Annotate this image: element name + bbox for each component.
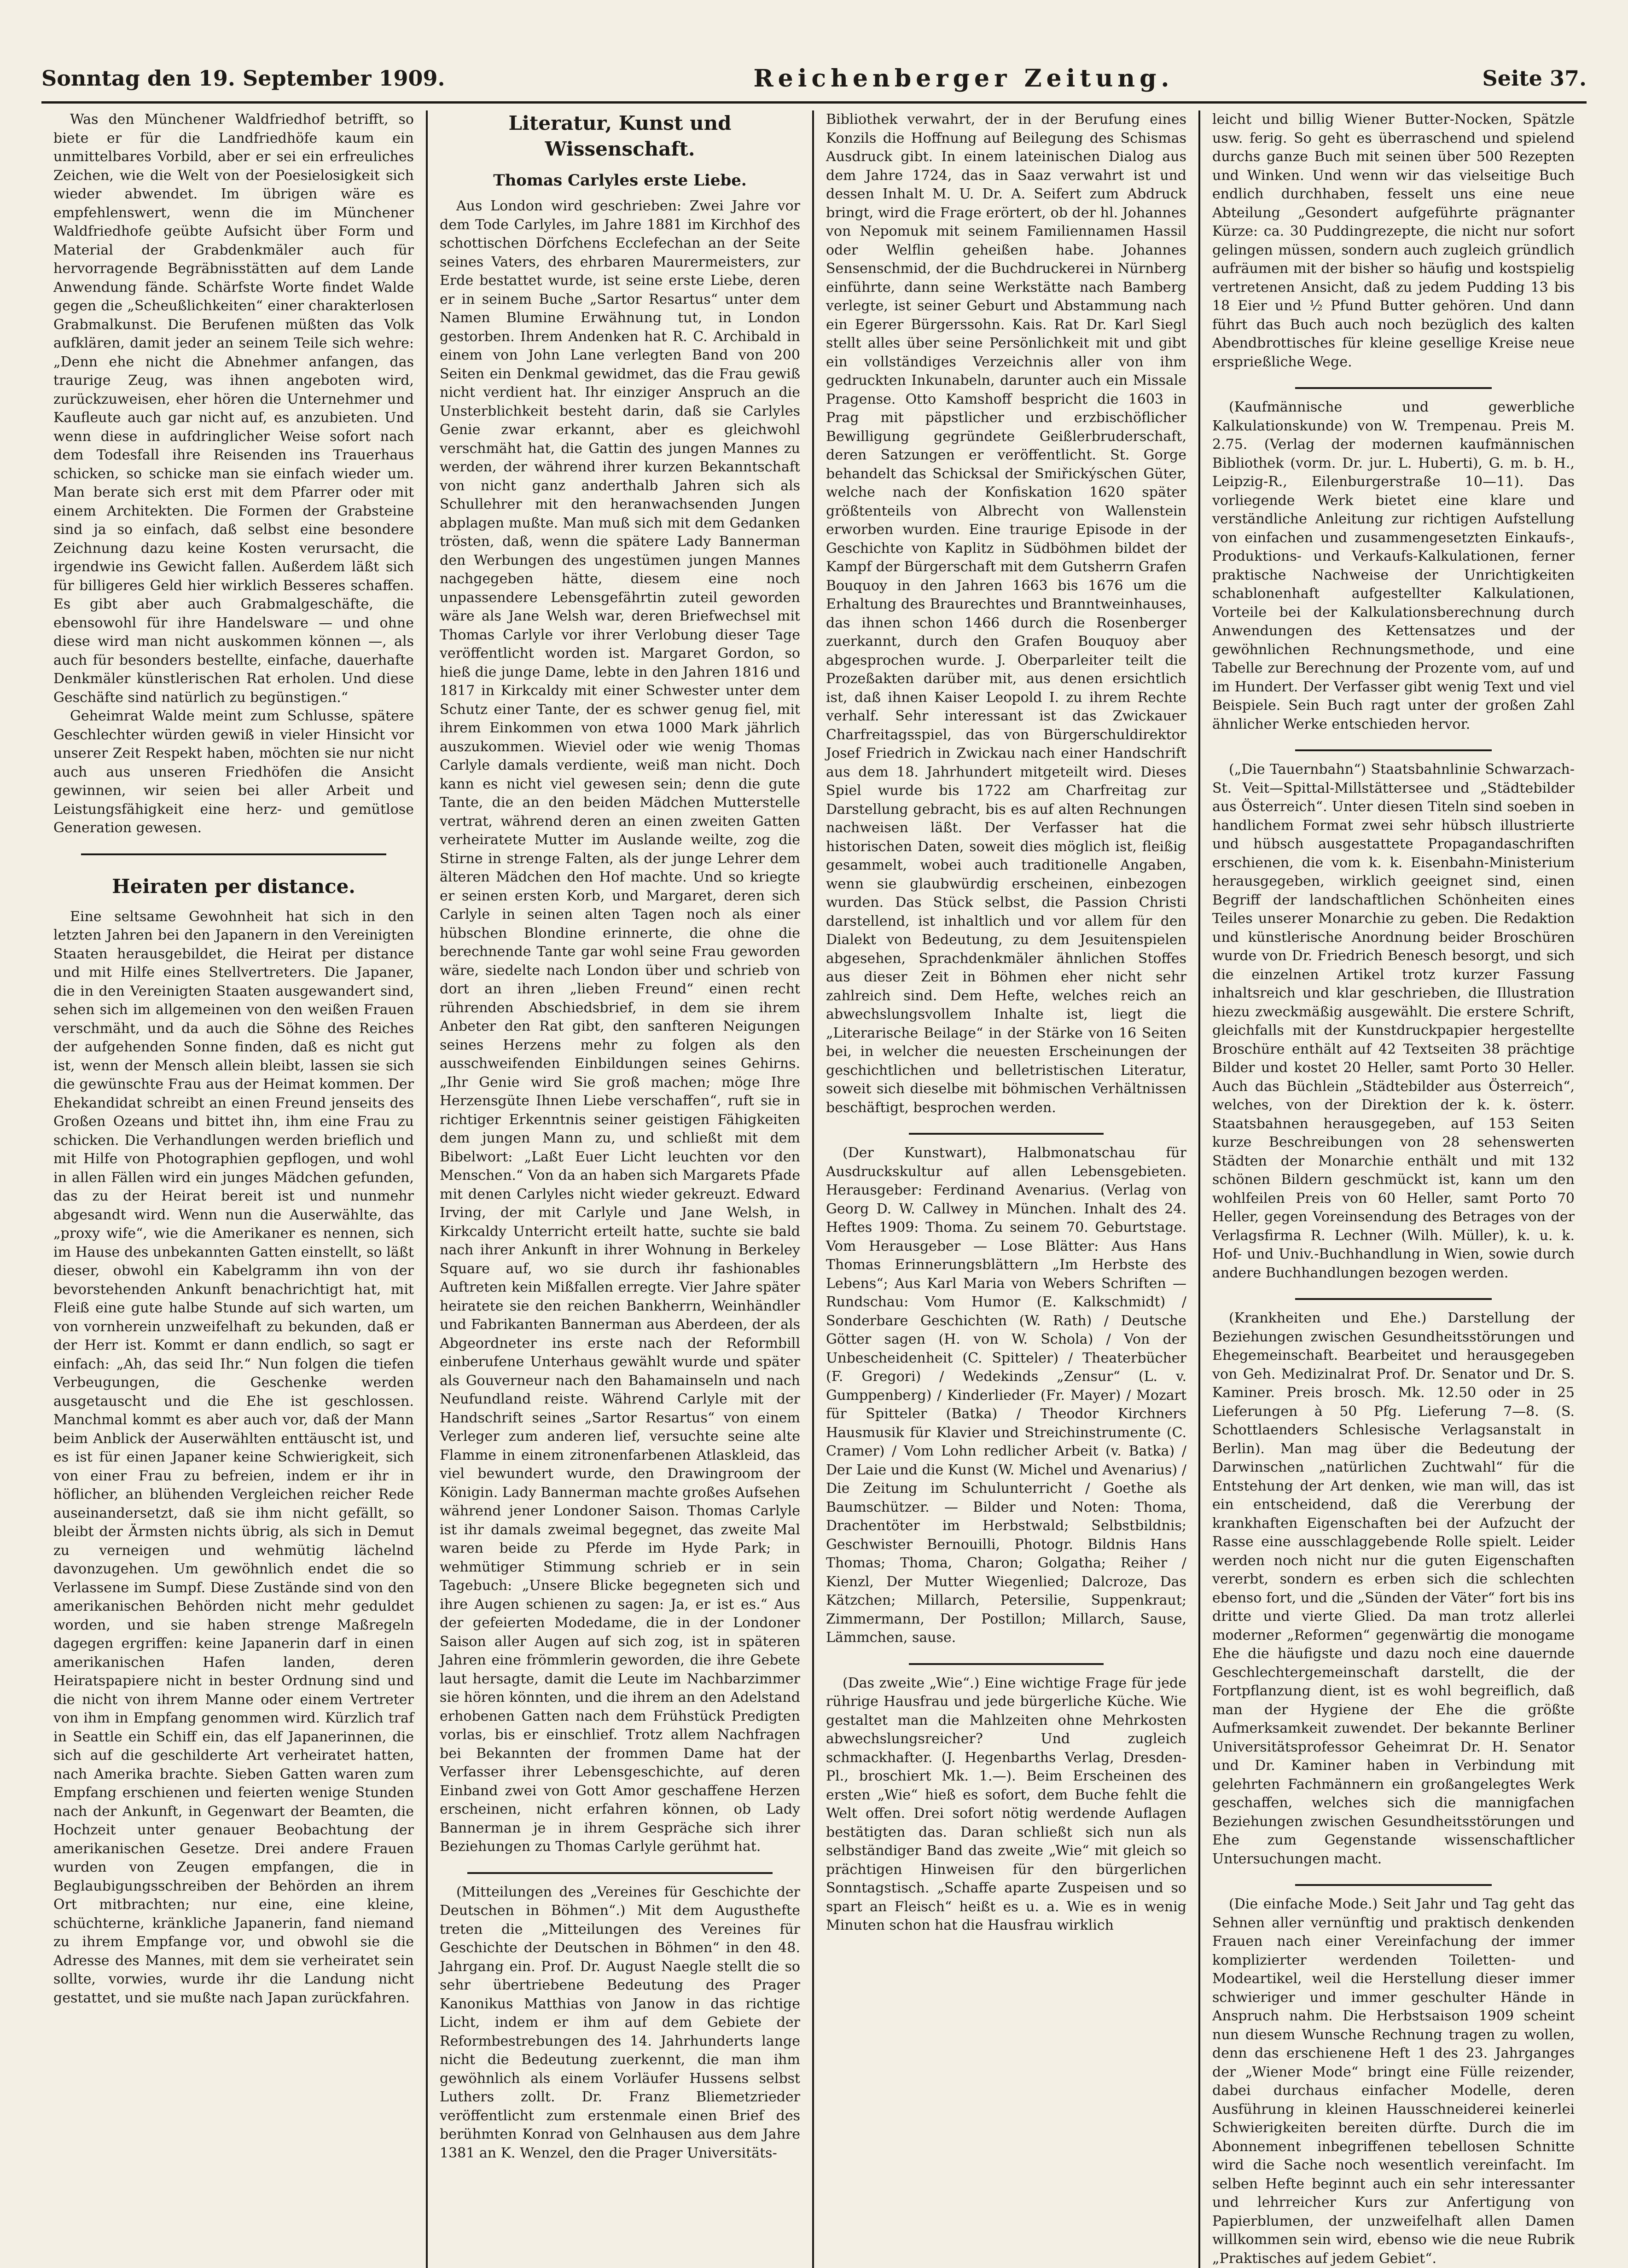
section-heading-literatur: Literatur, Kunst und Wissenschaft. bbox=[508, 112, 732, 160]
article-heading-heiraten: Heiraten per distance. bbox=[112, 875, 355, 898]
column-2 bbox=[428, 110, 814, 2268]
article-heading-carlyle: Thomas Carlyles erste Liebe. bbox=[493, 171, 747, 190]
article-mitteilungen-continued: Bibliothek verwahrt, der in der Berufung eines Konzils die Hoffnung auf Beilegung des Schismas Ausdruck gibt. In einem lateinischen Dialog aus dem Jahre 1724, das in Saaz verwahrt ist und dessen Inhalt M. U. Dr. A. Seifert zum Abdruck bringt, wird die Frage erörtert, ob der hl. Johannes von Nepomuk mit seinem Familiennamen Hassil oder Welflin geheißen habe. Johannes Sensenschmid, der die Buchdruckerei in Nürnberg einführte, dann seine Werkstätte nach Bamberg verlegte, ist seiner Geburt und Abstammung nach ein Egerer Bürgerssohn. Kais. Rat Dr. Karl Siegl stellt alles über seine Persönlichkeit mit und gibt ein vollständiges Verzeichnis aller von ihm gedruckten Inkunabeln, darunter auch ein Missale Pragense. Otto Kamshoff bespricht die 1603 in Prag mit päpstlicher und erzbischöflicher Bewilligung gegründete Geißlerbruderschaft, deren Satzungen er veröffentlicht. St. Gorge behandelt das Schicksal der Smiřickýschen Güter, welche nach der Konfiskation 1620 später größtenteils von Albrecht von Wallenstein erworben wurden. Eine traurige Episode in der Geschichte von Kaplitz in Südböhmen bildet der Kampf der Bürgerschaft mit dem Gutsherrn Grafen Bouquoy in den Jahren 1663 bis 1676 um die Erhaltung des Braurechtes und Branntweinhauses, das ihnen schon 1466 durch die Rosenberger zuerkannt, durch den Grafen Bouquoy aber abgesprochen wurde. J. Oberparleiter teilt die Prozeßakten darüber mit, aus denen ersichtlich ist, daß ihnen Kaiser Leopold I. zu ihrem Rechte verhalf. Sehr interessant ist das Zwickauer Charfreitagsspiel, das von Bürgerschuldirektor Josef Friedrich in Zwickau nach einer Handschrift aus dem 18. Jahrhundert mitgeteilt wird. Dieses Spiel wurde bis 1722 am Charfreitag zur Darstellung gebracht, bis es auf alten Rechnungen nachweisen läßt. Der Verfasser hat die historischen Daten, soweit dies möglich ist, fleißig gesammelt, wobei auch traditionelle Angaben, wenn sie glaubwürdig erscheinen, einbezogen wurden. Das Stück selbst, die Passion Christi darstellend, ist inhaltlich und vor allem für den Dialekt von Bedeutung, zu dem Jesuitenspielen abgesehen, Sprachdenkmäler ähnlichen Stoffes aus dieser Zeit in Böhmen eher nicht sehr zahlreich sind. Dem Hefte, welches reich an abwechslungsvollem Inhalte ist, liegt die „Literarische Beilage“ in der Stärke von 16 Seiten bei, in welcher die neuesten Erscheinungen der geschichtlichen und belletristischen Literatur, soweit sich dieselbe mit böhmischen Verhältnissen beschäftigt, besprochen werden. bbox=[826, 111, 1186, 1116]
divider bbox=[1295, 387, 1492, 389]
divider bbox=[467, 1872, 773, 1874]
article-mode-body: (Die einfache Mode.) Seit Jahr und Tag geht das Sehnen aller vernünftig und praktisch denkenden Frauen nach einer Vereinfachung der immer komplizierter werdenden Toiletten- und Modeartikel, weil die Herstellung dieser immer schwieriger und immer geschulter Hände in Anspruch nahm. Die Herbstsaison 1909 scheint nun diesem Wunsche Rechnung tragen zu wollen, denn das erschienene Heft 1 des 23. Jahrganges der „Wiener Mode“ bringt eine Fülle reizender, dabei durchaus einfacher Modelle, deren Ausführung in kleinen Hausschneiderei keinerlei Schwierigkeiten bereiten dürfte. Durch die im Abonnement inbegriffenen tebellosen Schnitte wird die Sache noch wesentlich vereinfacht. Im selben Hefte beginnt auch ein sehr interessanter und lehrreicher Kurs zur Anfertigung von Papierblumen, der unzweifelhaft allen Damen willkommen sein wird, ebenso wie die neue Rubrik „Praktisches auf jedem Gebiet“. bbox=[1212, 1896, 1575, 2267]
article-tauernbahn-body: („Die Tauernbahn“) Staatsbahnlinie Schwarzach-St. Veit—Spittal-Millstättersee und „Städtebilder aus Österreich“. Unter diesen Titeln sind soeben in handlichem Format zwei sehr hübsch illustrierte und hübsch ausgestattete Propagandaschriften erschienen, die vom k. k. Eisenbahn-Ministerium herausgegeben, wirklich geeignet sind, einen Begriff der landschaftlichen Schönheiten eines Teiles unserer Monarchie zu geben. Die Redaktion und künstlerische Anordnung beider Broschüren wurde von Dr. Friedrich Benesch besorgt, und sich die einzelnen Artikel trotz kurzer Fassung inhaltsreich und klar geschrieben, die Illustration hiezu zweckmäßig ausgewählt. Die erstere Schrift, gleichfalls mit der Kunstdruckpapier hergestellte Broschüre enthält auf 42 Textseiten 38 prächtige Bilder und kostet 20 Heller, samt Porto 30 Heller. Auch das Büchlein „Städtebilder aus Österreich“, welches, von der Direktion der k. k. österr. Staatsbahnen herausgegeben, auf 153 Seiten kurze Beschreibungen von 28 sehenswerten Städten der Monarchie enthält und mit 132 schönen Bildern geschmückt ist, kann um den wohlfeilen Preis von 60 Heller, samt Porto 70 Heller, gegen Voreinsendung des Betrages von der Verlagsfirma R. Lechner (Wilh. Müller), k. u. k. Hof- und Univ.-Buchhandlung in Wien, sowie durch andere Buchhandlungen bezogen werden. bbox=[1212, 761, 1575, 1281]
article-kalkulation-body: (Kaufmännische und gewerbliche Kalkulationskunde) von W. Trempenau. Preis M. 2.75. (Verlag der modernen kaufmännischen Bibliothek (vorm. Dr. jur. L. Huberti), G. m. b. H., Leipzig-R., Eilenburgerstraße 10—11). Das vorliegende Werk bietet eine klare und verständliche Anleitung zur richtigen Aufstellung von einfachen und zusammengesetzten Einkaufs-, Produktions- und Verkaufs-Kalkulationen, ferner praktische Nachweise der Unrichtigkeiten schablonenhaft aufgestellter Kalkulationen, Vorteile bei der Kalkulationsberechnung durch Anwendungen des Kettensatzes und der gewöhnlichen Rechnungsmethode, und eine Tabelle zur Berechnung der Prozente vom, auf und im Hundert. Der Verfasser gibt wenig Text und viel Beispiele. Sein Buch ragt unter der großen Zahl ähnlicher Werke entschieden hervor. bbox=[1212, 399, 1575, 732]
article-friedhof-closing: Geheimrat Walde meint zum Schlusse, spätere Geschlechter würden gewiß in vieler Hinsicht vor unserer Zeit Respekt haben, möchten sie nur nicht auch aus unseren Friedhöfen die Ansicht gewinnen, wir seien bei aller Arbeit und Leistungsfähigkeit eine herz- und gemütlose Generation gewesen. bbox=[53, 708, 414, 836]
article-krankheiten-body: (Krankheiten und Ehe.) Darstellung der Beziehungen zwischen Gesundheitsstörungen und Ehegemeinschaft. Bearbeitet und herausgegeben von Geh. Medizinalrat Prof. Dr. Senator und Dr. S. Kaminer. Preis brosch. Mk. 12.50 oder in 25 Lieferungen à 50 Pfg. Lieferung 7—8. (S. Schottlaenders Schlesische Verlagsanstalt in Berlin). Man mag über die Bedeutung der Darwinschen „natürlichen Zuchtwahl“ für die Entstehung der Art denken, wie man will, das ist ein entscheidend, daß die Vererbung der krankhaften Eigenschaften bei der Aufzucht der Rasse eine ausschlaggebende Rolle spielt. Leider werden noch nicht nur die guten Eigenschaften vererbt, sondern es erben sich die schlechten ebenso fort, und die „Sünden der Väter“ fort bis ins dritte und vierte Glied. Da man trotz allerlei moderner „Reformen“ gegenwärtig die monogame Ehe die häufigste und dazu noch eine dauernde Geschlechtergemeinschaft darstellt, die der Fortpflanzung dient, ist es wohl begreiflich, daß man der Hygiene der Ehe die größte Aufmerksamkeit zuwendet. Der bekannte Berliner Universitätsprofessor Geheimrat Dr. H. Senator und Dr. Kaminer haben in Verbindung mit gelehrten Fachmännern ein großangelegtes Werk geschaffen, welches sich die mannigfachen Beziehungen zwischen Gesundheitsstörungen und Ehe zum Gegenstande wissenschaftlicher Untersuchungen macht. bbox=[1212, 1310, 1575, 1867]
article-carlyle-body: Aus London wird geschrieben: Zwei Jahre vor dem Tode Carlyles, im Jahre 1881 im Kirchhof des schottischen Dörfchens Ecclefechan an der Seite seines Vaters, des ehrbaren Maurermeisters, zur Erde bestattet wurde, ist seine erste Liebe, deren er in seinem Buche „Sartor Resartus“ unter dem Namen Blumine Erwähnung tut, in London gestorben. Ihrem Andenken hat R. C. Archibald in einem von John Lane verlegten Band von 200 Seiten ein Denkmal gewidmet, das die Frau gewiß nicht verdient hat. Ihr einziger Anspruch an die Unsterblichkeit besteht darin, daß sie Carlyles Genie zwar erkannt, aber es gleichwohl verschmäht hat, die Gattin des jungen Mannes zu werden, der während ihrer kurzen Bekanntschaft von nicht ganz anderthalb Jahren sich als Schullehrer mit den heranwachsenden Jungen abplagen mußte. Man muß sich mit dem Gedanken trösten, daß, wenn die spätere Lady Bannerman den Werbungen des ungestümen jungen Mannes nachgegeben hätte, diesem eine noch unpassendere Lebensgefährtin zuteil geworden wäre als Jane Welsh war, deren Briefwechsel mit Thomas Carlyle vor ihrer Verlobung dieser Tage veröffentlicht worden ist. Margaret Gordon, so hieß die junge Dame, lebte in den Jahren 1816 und 1817 in Kirkcaldy mit einer Schwester unter dem Schutz einer Tante, der es schwer genug fiel, mit ihrem Einkommen von etwa 1000 Mark jährlich auszukommen. Wieviel oder wie wenig Thomas Carlyle damals verdiente, weiß man nicht. Doch kann es nicht viel gewesen sein; denn die gute Tante, die an den beiden Mädchen Mutterstelle vertrat, während deren an einen zweiten Gatten verheiratete Mutter im Auslande weilte, zog die Stirne in strenge Falten, als der junge Lehrer dem älteren Mädchen den Hof machte. Und so kriegte er seinen ersten Korb, und Margaret, deren sich Carlyle in seinen alten Tagen noch als einer hübschen Blondine erinnerte, die ohne die berechnende Tante gar wohl seine Frau geworden wäre, siedelte nach London über und schrieb von dort an ihren „lieben Freund“ einen recht rührenden Abschiedsbrief, in dem sie ihrem Anbeter den Rat gibt, den sanfteren Neigungen seines Herzens mehr zu folgen als den ausschweifenden Einbildungen seines Gehirns. „Ihr Genie wird Sie groß machen; möge Ihre Herzensgüte Ihnen Liebe verschaffen“, ruft sie in richtiger Erkenntnis seiner geistigen Fähigkeiten dem jungen Mann zu, und schließt mit dem Bibelwort: „Laßt Euer Licht leuchten vor den Menschen.“ Von da an haben sich Margarets Pfade mit denen Carlyles nicht wieder gekreuzt. Edward Irving, der mit Carlyle und Jane Welsh, in Kirkcaldy Unterricht erteilt hatte, suchte sie bald nach ihrer Ankunft in ihrer Wohnung in Berkeley Square auf, wo sie durch ihr fashionables Auftreten kein Mißfallen erregte. Vier Jahre später heiratete sie den reichen Bankherrn, Weinhändler und Fabrikanten Bannerman aus Aberdeen, der als Abgeordneter ins erste nach der Reformbill einberufene Unterhaus gewählt wurde und später als Gouverneur nach den Bahamainseln und nach Neufundland reiste. Während Carlyle mit der Handschrift seines „Sartor Resartus“ von einem Verleger zum anderen lief, versuchte seine alte Flamme in einem zitronenfarbenen Atlaskleid, das viel bewundert wurde, den Drawingroom der Königin. Lady Bannerman machte großes Aufsehen während jener Londoner Saison. Thomas Carlyle ist ihr damals zweimal begegnet, das zweite Mal waren beide zu Pferde im Hyde Park; in wehmütiger Stimmung schrieb er in sein Tagebuch: „Unsere Blicke begegneten sich und ihre Augen schienen zu sagen: Ja, er ist es.“ Aus der gefeierten Modedame, die in der Londoner Saison aller Augen auf sich zog, ist in späteren Jahren eine frömmlerin geworden, die ihre Gebete laut hersagte, damit die Leute im Nachbarzimmer sie hören könnten, und die ihrem an den Adelstand erhobenen Gatten nach dem Frühstück Predigten vorlas, bis er einschlief. Trotz allem Nachfragen bei Bekannten der frommen Dame hat der Verfasser ihrer Lebensgeschichte, auf deren Einband zwei von Gott Amor geschaffene Herzen erscheinen, nicht erfahren können, ob Lady Bannerman je in ihrem Gespräche sich ihrer Beziehungen zu Thomas Carlyle gerühmt hat. bbox=[440, 198, 800, 1855]
divider bbox=[909, 1133, 1104, 1135]
article-wie-continued: leicht und billig Wiener Butter-Nocken, Spätzle usw. ferig. So geht es überraschend und spielend durchs ganze Buch mit seinen über 500 Rezepten und Winken. Und wenn wir das vielseitige Buch endlich durchhaben, fesselt uns eine neue Abteilung „Gesondert aufgeführte prägnanter Kürze: ca. 30 Puddingrezepte, die nicht nur sofort gelingen müssen, sondern auch zugleich gründlich aufräumen mit der bisher so häufig und kostspielig vertretenen Ansicht, daß zu jedem Pudding 13 bis 18 Eier und ½ Pfund Butter gehören. Und dann führt das Buch auch noch bezüglich des kalten Abendbrottisches für kleine gesellige Kreise neue ersprießliche Wege. bbox=[1212, 111, 1575, 370]
page-header bbox=[41, 55, 1587, 104]
page-number: Seite 37. bbox=[1482, 66, 1587, 91]
article-wie-body: (Das zweite „Wie“.) Eine wichtige Frage für jede rührige Hausfrau und jede bürgerliche Küche. Wie gestaltet man die Mahlzeiten ohne Mehrkosten abwechslungsreicher? Und zugleich schmackhafter. (J. Hegenbarths Verlag, Dresden-Pl., broschiert Mk. 1.—). Beim Erscheinen des ersten „Wie“ hieß es sofort, dem Buche fehlt die Welt offen. Drei sofort nötig werdende Auflagen bestätigten das. Daran schließt sich nun als selbständiger Band das zweite „Wie“ mit gleich so prächtigen Hinweisen für den bürgerlichen Sonntagstisch. „Schaffe aparte Zuspeisen und so spart an Fleisch“ heißt es u. a. Wie es in wenig Minuten schon hat die Hausfrau wirklich bbox=[826, 1675, 1186, 1933]
article-friedhof-paragraph: Was den Münchener Waldfriedhof betrifft, so biete er für die Landfriedhöfe kaum ein unmittelbares Vorbild, aber er sei ein erfreuliches Zeichen, wie die Welt von der Poesielosigkeit sich wieder abwendet. Im übrigen wäre es empfehlenswert, wenn die im Münchener Waldfriedhofe geübte Aufsicht über Form und Material der Grabdenkmäler auch für hervorragende Begräbnisstätten auf dem Lande Anwendung fände. Schärfste Worte findet Walde gegen die „Scheußlichkeiten“ einer charakterlosen Grabmalkunst. Die Berufenen müßten das Volk aufklären, damit jeder an seinem Teile sich wehre: „Denn ehe nicht die Abnehmer anfangen, das traurige Zeug, was ihnen angeboten wird, zurückzuweisen, eher hören die Unternehmer und Kaufleute auch gar nicht auf, es anzubieten. Und wenn diese in aufdringlicher Weise sofort nach dem Todesfall ihre Reisenden ins Trauerhaus schicken, so schicke man sie einfach wieder um. Man berate sich erst mit dem Pfarrer oder mit einem Architekten. Die Formen der Grabsteine sind ja so einfach, daß selbst eine besondere Zeichnung dazu keine Kosten verursacht, die irgendwie ins Gewicht fallen. Außerdem läßt sich für billigeres Geld hier wirklich Besseres schaffen. Es gibt aber auch Grabmalgeschäfte, die ebensowohl für ihre Handelsware — und ohne diese wird man nicht auskommen können —, als auch für besonders bestellte, einfache, dauerhafte Denkmäler künstlerischen Rat erholen. Und diese Geschäfte sind natürlich zu begünstigen.“ bbox=[53, 111, 414, 706]
divider bbox=[909, 1663, 1104, 1665]
column-3 bbox=[814, 110, 1200, 2268]
newspaper-title: Reichenberger Zeitung. bbox=[753, 64, 1174, 93]
article-heiraten-body: Eine seltsame Gewohnheit hat sich in den letzten Jahren bei den Japanern in den Vereinigten Staaten herausgebildet, die Heirat per distance und mit Hilfe eines Stellvertreters. Die Japaner, die in den Vereinigten Staaten ausgewandert sind, sehen sich im allgemeinen von den weißen Frauen verschmäht, und da auch die Söhne des Reiches der aufgehenden Sonne finden, daß es nicht gut ist, wenn der Mensch allein bleibt, lassen sie sich die gewünschte Frau aus der Heimat kommen. Der Ehekandidat schreibt an einen Freund jenseits des Großen Ozeans und bittet ihn, ihm eine Frau zu schicken. Die Verhandlungen werden brieflich und mit Hilfe von Photographien gepflogen, und wohl in allen Fällen wird ein junges Mädchen gefunden, das zu der Heirat bereit ist und nunmehr abgesandt wird. Wenn nun die Auserwählte, das „proxy wife“, wie die Amerikaner es nennen, sich im Hause des unbekannten Gatten einstellt, so läßt dieser, obwohl ein Kabelgramm ihn von der bevorstehenden Ankunft benachrichtigt hat, mit Fleiß eine gute halbe Stunde auf sich warten, um von vornherein unzweifelhaft zu bekunden, daß er der Herr ist. Kommt er dann endlich, so sagt er einfach: „Ah, das seid Ihr.“ Nun folgen die tiefen Verbeugungen, die Geschenke werden ausgetauscht und die Ehe ist geschlossen. Manchmal kommt es aber auch vor, daß der Mann beim Anblick der Auserwählten enttäuscht ist, und es ist für einen Japaner keine Schwierigkeit, sich von einer Frau zu befreien, indem er ihr in höflicher, an blühenden Vergleichen reicher Rede auseinandersetzt, daß sie ihm nicht gefällt, so bleibt der Ärmsten nichts übrig, als sich in Demut zu verneigen und wehmütig lächelnd davonzugehen. Um gewöhnlich endet die so Verlassene im Sumpf. Diese Zustände sind von den amerikanischen Behörden nicht mehr geduldet worden, und sie haben strenge Maßregeln dagegen ergriffen: keine Japanerin darf in einen amerikanischen Hafen landen, deren Heiratspapiere nicht in bester Ordnung sind und die nicht von ihrem Manne oder einem Vertreter von ihm in Empfang genommen wird. Kürzlich traf in Seattle ein Schiff ein, das elf Japanerinnen, die sich auf die geschilderte Art verheiratet hatten, nach Amerika brachte. Sieben Gatten waren zum Empfang erschienen und feierten wenige Stunden nach der Ankunft, in Gegenwart der Beamten, die Hochzeit unter genauer Beobachtung der amerikanischen Gesetze. Drei andere Frauen wurden von Zeugen empfangen, die in Beglaubigungsschreiben der Behörden an ihrem Ort mitbrachten; nur eine, eine kleine, schüchterne, kränkliche Japanerin, fand niemand zu ihrem Empfange vor, und obwohl sie die Adresse des Mannes, mit dem sie verheiratet sein sollte, vorwies, wurde ihr die Landung nicht gestattet, und sie mußte nach Japan zurückfahren. bbox=[53, 908, 414, 2006]
article-kunstwart-body: (Der Kunstwart), Halbmonatschau für Ausdruckskultur auf allen Lebensgebieten. Herausgeber: Ferdinand Avenarius. (Verlag von Georg D. W. Callwey in München. Inhalt des 24. Heftes 1909: Thoma. Zu seinem 70. Geburtstage. Vom Herausgeber — Lose Blätter: Aus Hans Thomas Erinnerungsblättern „Im Herbste des Lebens“; Aus Karl Maria von Webers Schriften — Rundschau: Vom Humor (E. Kalkschmidt) / Sonderbare Geschichten (W. Rath) / Deutsche Götter sagen (H. von W. Schola) / Von der Unbescheidenheit (C. Spitteler) / Theaterbücher (F. Gregori) / Wedekinds „Zensur“ (L. v. Gumppenberg) / Kinderlieder (Fr. Mayer) / Mozart für Spitteler (Batka) / Theodor Kirchners Hausmusik für Klavier und Streichinstrumente (C. Cramer) / Vom Lohn redlicher Arbeit (v. Batka) / Der Laie und die Kunst (W. Michel und Avenarius) / Die Zeitung im Schulunterricht / Goethe als Baumschützer. — Bilder und Noten: Thoma, Drachentöter im Herbstwald; Selbstbildnis; Geschwister Bernouilli, Photogr. Bildnis Hans Thomas; Thoma, Charon; Golgatha; Reiher / Kienzl, Der Mutter Wiegenlied; Dalcroze, Das Kätzchen; Millarch, Petersilie, Suppenkraut; Zimmermann, Der Postillon; Millarch, Sause, Lämmchen, sause. bbox=[826, 1145, 1186, 1646]
divider bbox=[1295, 1298, 1492, 1300]
column-1 bbox=[41, 110, 428, 2268]
header-date: Sonntag den 19. September 1909. bbox=[41, 66, 445, 91]
column-4 bbox=[1200, 110, 1587, 2268]
divider bbox=[1295, 749, 1492, 751]
divider bbox=[1295, 1884, 1492, 1886]
text-columns bbox=[41, 110, 1587, 2267]
divider bbox=[81, 853, 386, 855]
article-mitteilungen-body: (Mitteilungen des „Vereines für Geschichte der Deutschen in Böhmen“.) Mit dem Augusthefte treten die „Mitteilungen des Vereines für Geschichte der Deutschen in Böhmen“ in den 48. Jahrgang ein. Prof. Dr. August Naegle stellt die so sehr übertriebene Bedeutung des Prager Kanonikus Matthias von Janow in das richtige Licht, indem er ihm auf dem Gebiete der Reformbestrebungen des 14. Jahrhunderts lange nicht die Bedeutung zuerkennt, die man ihm gewöhnlich als einem Vorläufer Hussens selbst Luthers zollt. Dr. Franz Bliemetzrieder veröffentlicht zum erstenmale einen Brief des berühmten Konrad von Gelnhausen aus dem Jahre 1381 an K. Wenzel, den die Prager Universitäts- bbox=[440, 1884, 800, 2161]
